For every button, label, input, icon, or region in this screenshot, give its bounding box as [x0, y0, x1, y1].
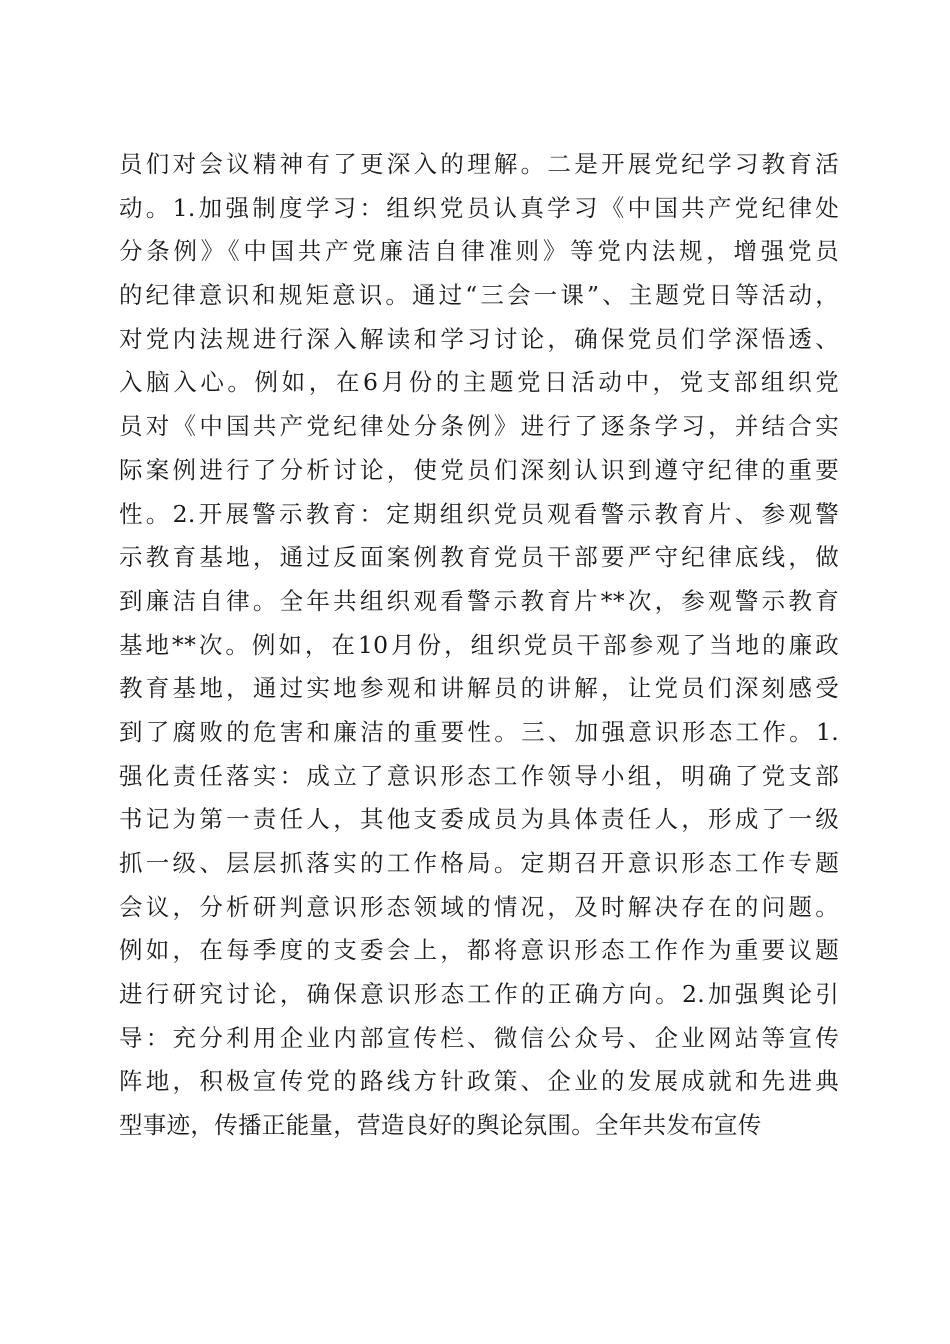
text-line: 教育基地，通过实地参观和讲解员的讲解，让党员们深刻感受 [119, 674, 839, 703]
text-line: 型事迹，传播正能量，营造良好的舆论氛围。全年共发布宣传 [119, 1111, 762, 1140]
text-line: 到了腐败的危害和廉洁的重要性。三、加强意识形态工作。1. [119, 717, 839, 746]
text-line: 性。2.开展警示教育：定期组织党员观看警示教育片、参观警 [119, 499, 839, 528]
text-line: 到廉洁自律。全年共组织观看警示教育片**次，参观警示教育 [119, 586, 839, 615]
text-line: 员们对会议精神有了更深入的理解。二是开展党纪学习教育活 [119, 150, 839, 178]
text-line: 例如，在每季度的支委会上，都将意识形态工作作为重要议题 [119, 936, 839, 965]
text-line: 示教育基地，通过反面案例教育党员干部要严守纪律底线，做 [119, 543, 839, 572]
text-line: 际案例进行了分析讨论，使党员们深刻认识到遵守纪律的重要 [119, 455, 839, 484]
text-line: 会议，分析研判意识形态领域的情况，及时解决存在的问题。 [119, 892, 839, 921]
text-line: 动。1.加强制度学习：组织党员认真学习《中国共产党纪律处 [119, 193, 839, 222]
text-line: 员对《中国共产党纪律处分条例》进行了逐条学习，并结合实 [119, 412, 839, 441]
text-line: 进行研究讨论，确保意识形态工作的正确方向。2.加强舆论引 [119, 980, 839, 1009]
text-line: 阵地，积极宣传党的路线方针政策、企业的发展成就和先进典 [119, 1067, 839, 1096]
text-line: 分条例》《中国共产党廉洁自律准则》等党内法规，增强党员 [119, 237, 839, 266]
text-line: 抓一级、层层抓落实的工作格局。定期召开意识形态工作专题 [119, 849, 839, 877]
text-line: 强化责任落实：成立了意识形态工作领导小组，明确了党支部 [119, 761, 839, 790]
text-line: 基地**次。例如，在10月份，组织党员干部参观了当地的廉政 [119, 630, 839, 659]
text-line: 导：充分利用企业内部宣传栏、微信公众号、企业网站等宣传 [119, 1023, 839, 1052]
text-line: 的纪律意识和规矩意识。通过“三会一课”、主题党日等活动， [119, 281, 839, 310]
text-line: 书记为第一责任人，其他支委成员为具体责任人，形成了一级 [119, 805, 839, 834]
text-line: 对党内法规进行深入解读和学习讨论，确保党员们学深悟透、 [119, 324, 839, 353]
text-line: 入脑入心。例如，在6月份的主题党日活动中，党支部组织党 [119, 368, 839, 397]
body-paragraph [119, 143, 839, 1148]
